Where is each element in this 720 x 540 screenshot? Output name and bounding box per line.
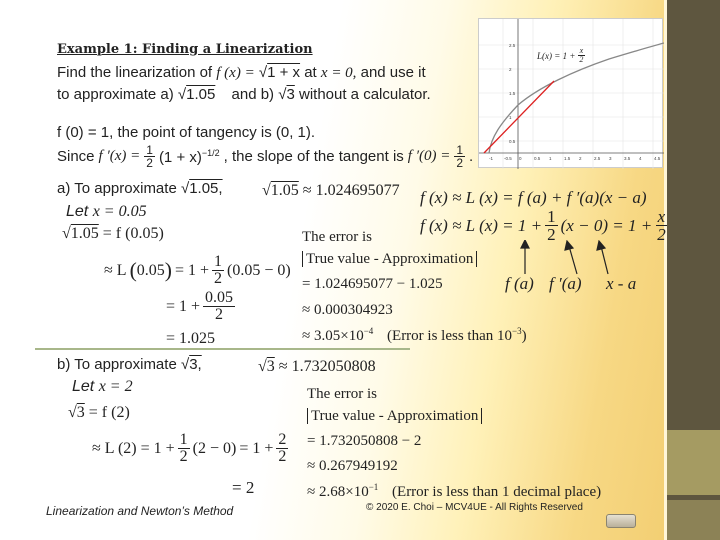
x-tick-label: 3 — [609, 156, 612, 161]
part-b-error-3: ≈ 0.267949192 — [307, 458, 398, 474]
formula-label-xa: x - a — [606, 274, 637, 293]
formula-label-fpa: f ′(a) — [549, 274, 582, 293]
part-a-step-2: = 1 + $\frac{0.05}{2}$ — [166, 289, 234, 323]
graph-svg — [479, 19, 664, 169]
part-b-step-2: = 2 — [232, 478, 255, 497]
part-a-error-2: = 1.024695077 − 1.025 — [302, 276, 443, 292]
part-a-true-value: √1.05 ≈ 1.024695077 — [262, 182, 400, 199]
part-b-sqrt-eq: √3 = f (2) — [68, 404, 130, 421]
footer-course-title: Linearization and Newton’s Method — [46, 504, 234, 518]
x-tick-label: 1.5 — [564, 156, 571, 161]
formula-row-2: f (x) ≈ L (x) = 1 + $\frac{1}{2}$ (x − 0) = 1 + $\frac{x}{2}$ — [420, 207, 666, 244]
part-a-error-1: True value - Approximation — [302, 251, 477, 268]
x-tick-label: -0.5 — [504, 156, 512, 161]
graph-label: L(x) = 1 + $\frac{x}{2}$ — [537, 46, 584, 64]
side-bar-block — [667, 430, 720, 495]
x-tick-label: 4 — [639, 156, 642, 161]
part-b-true-value: √3 ≈ 1.732050808 — [258, 358, 376, 375]
y-tick-label: 2 — [509, 67, 512, 72]
formula-label-fa: f (a) — [505, 274, 534, 293]
y-tick-label: 1 — [509, 115, 512, 120]
y-tick-label: 1.5 — [509, 91, 516, 96]
page-title: Example 1: Finding a Linearization — [57, 42, 313, 57]
part-b-error-title: The error is — [307, 386, 377, 402]
x-tick-label: 2 — [579, 156, 582, 161]
x-tick-label: 0 — [519, 156, 522, 161]
problem-line-1: Find the linearization of f (x) = √1 + x at x = 0, and use it — [57, 64, 426, 81]
linearization-graph — [478, 18, 663, 168]
part-a-error-title: The error is — [302, 229, 372, 245]
y-tick-label: 0.5 — [509, 139, 516, 144]
formula-row-1: f (x) ≈ L (x) = f (a) + f ′(a)(x − a) — [420, 188, 647, 207]
x-tick-label: 1 — [549, 156, 552, 161]
part-a-label: a) To approximate √1.05, — [57, 180, 223, 197]
x-tick-label: 0.5 — [534, 156, 541, 161]
part-a-error-3: ≈ 0.000304923 — [302, 302, 393, 318]
footer-copyright: © 2020 E. Choi – MCV4UE - All Rights Reserved — [366, 502, 583, 513]
part-a-error-4: ≈ $3.05\times 10^{-4}$ (Error is less than $10^{-3}$) — [302, 326, 527, 344]
tangent-point-text: f (0) = 1, the point of tangency is (0, 1). — [57, 124, 316, 141]
x-tick-label: -1 — [489, 156, 494, 161]
problem-line-2: to approximate a) √1.05 and b) √3 without a calculator. — [57, 86, 431, 103]
part-b-error-2: = 1.732050808 − 2 — [307, 433, 422, 449]
part-b-error-1: True value - Approximation — [307, 408, 482, 425]
x-tick-label: 2.5 — [594, 156, 601, 161]
slope-text: Since f ′(x) = $\frac{1}{2}$ $(1 + x)^{-1/2}$ , the slope of the tangent is f ′(0) = $\frac{1}{2}$ . — [57, 143, 474, 170]
part-b-error-4: ≈ $2.68\times 10^{-1}$ (Error is less than 1 decimal place) — [307, 482, 602, 500]
part-b-step-1: ≈ L (2) = 1 + $\frac{1}{2}$ (2 − 0) = 1 + $\frac{2}{2}$ — [92, 431, 287, 465]
part-b-let: Let x = 2 — [72, 378, 133, 395]
x-tick-label: 4.5 — [654, 156, 661, 161]
y-tick-label: 2.5 — [509, 43, 516, 48]
part-b-label: b) To approximate √3, — [57, 356, 202, 373]
side-bar-block-lower — [667, 500, 720, 540]
part-a-step-3: = 1.025 — [166, 330, 216, 347]
next-slide-button[interactable] — [606, 514, 636, 528]
part-a-step-1: ≈ L (0.05) = 1 + $\frac{1}{2}$ (0.05 − 0) — [104, 253, 291, 287]
section-divider — [35, 348, 410, 350]
part-a-sqrt-eq: √1.05 = f (0.05) — [62, 225, 164, 242]
x-tick-label: 3.5 — [624, 156, 631, 161]
part-a-let: Let x = 0.05 — [66, 203, 147, 220]
